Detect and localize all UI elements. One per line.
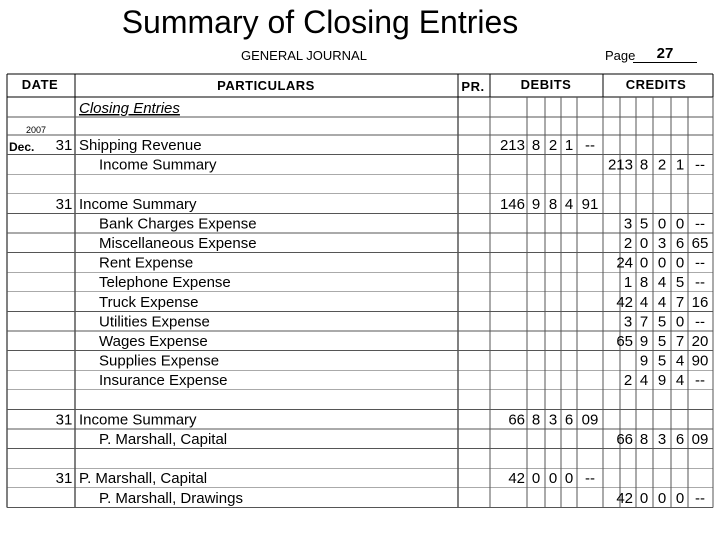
credit-amount-digit: 16: [691, 293, 709, 311]
credit-amount-digit: --: [695, 156, 705, 174]
credit-amount-digit: --: [695, 254, 705, 272]
credit-amount-digit: 9: [657, 372, 667, 390]
credit-amount-digit: 90: [691, 352, 709, 370]
account-name: P. Marshall, Drawings: [99, 489, 243, 507]
journal-name: GENERAL JOURNAL: [241, 48, 367, 63]
credit-amount-digit: 213: [607, 156, 633, 174]
credit-amount-digit: 6: [675, 431, 685, 448]
date-column-header: DATE: [21, 77, 59, 92]
credit-amount-digit: 0: [675, 215, 685, 233]
year-label: 2007: [26, 125, 47, 135]
credit-amount-digit: 4: [675, 352, 685, 370]
credit-amount-digit: 0: [657, 254, 667, 272]
credit-amount-digit: 0: [675, 254, 685, 272]
credit-amount-digit: 0: [675, 313, 685, 331]
debit-amount-digit: 213: [499, 137, 525, 154]
credit-amount-digit: 4: [675, 372, 685, 390]
credit-amount-digit: 42: [616, 293, 633, 311]
account-name: Insurance Expense: [99, 372, 228, 390]
credit-amount-digit: 2: [623, 235, 633, 252]
account-name: Shipping Revenue: [79, 137, 202, 154]
entry-day: 31: [55, 411, 73, 429]
entry-day: 31: [55, 137, 73, 154]
credit-amount-digit: 65: [691, 235, 709, 252]
credit-amount-digit: 4: [639, 372, 649, 390]
journal-rows: [56, 137, 709, 507]
credit-amount-digit: 8: [639, 274, 649, 292]
credit-amount-digit: 3: [657, 235, 667, 252]
credit-amount-digit: 2: [623, 372, 633, 390]
debit-amount-digit: 0: [531, 470, 541, 488]
credit-amount-digit: --: [695, 274, 705, 292]
account-name: Telephone Expense: [99, 274, 231, 292]
credit-amount-digit: --: [695, 489, 705, 507]
debit-amount-digit: 9: [531, 195, 541, 213]
credit-amount-digit: --: [695, 372, 705, 390]
entry-day: 31: [55, 470, 73, 488]
debit-amount-digit: 3: [548, 411, 558, 429]
debit-amount-digit: 0: [564, 470, 574, 488]
credit-amount-digit: 0: [639, 235, 649, 252]
credit-amount-digit: 8: [639, 156, 649, 174]
debit-amount-digit: 66: [508, 411, 525, 429]
credit-amount-digit: 4: [639, 293, 649, 311]
credit-amount-digit: 0: [657, 489, 667, 507]
account-name: Bank Charges Expense: [99, 215, 257, 233]
account-name: Income Summary: [79, 411, 197, 429]
particulars-column-header: PARTICULARS: [217, 78, 315, 93]
credit-amount-digit: 24: [616, 254, 633, 272]
account-name: Truck Expense: [99, 293, 199, 311]
page-number: 27: [633, 46, 697, 63]
credit-amount-digit: 7: [639, 313, 649, 331]
credit-amount-digit: 6: [675, 235, 685, 252]
page-title: Summary of Closing Entries: [121, 4, 519, 40]
account-name: Income Summary: [79, 195, 197, 213]
debit-amount-digit: 2: [548, 137, 558, 154]
account-name: Supplies Expense: [99, 352, 220, 370]
credits-column-header: CREDITS: [625, 77, 687, 92]
account-name: Utilities Expense: [99, 313, 210, 331]
credit-amount-digit: 9: [639, 333, 649, 350]
credit-amount-digit: 5: [639, 215, 649, 233]
credit-amount-digit: 1: [675, 156, 685, 174]
credit-amount-digit: --: [695, 313, 705, 331]
credit-amount-digit: 8: [639, 431, 649, 448]
credit-amount-digit: 7: [675, 333, 685, 350]
account-name: Miscellaneous Expense: [99, 235, 257, 252]
credit-amount-digit: 7: [675, 293, 685, 311]
debit-amount-digit: 1: [564, 137, 574, 154]
credit-amount-digit: 3: [623, 215, 633, 233]
credit-amount-digit: 65: [616, 333, 633, 350]
debits-column-header: DEBITS: [520, 77, 572, 92]
debit-amount-digit: 42: [508, 470, 525, 488]
month-label: Dec.: [9, 140, 35, 154]
credit-amount-digit: 5: [675, 274, 685, 292]
section-heading: Closing Entries: [79, 100, 180, 117]
credit-amount-digit: 5: [657, 333, 667, 350]
debit-amount-digit: 09: [581, 411, 599, 429]
account-name: Income Summary: [99, 156, 217, 174]
debit-amount-digit: --: [585, 470, 595, 488]
credit-amount-digit: 1: [623, 274, 633, 292]
credit-amount-digit: 3: [657, 431, 667, 448]
entry-day: 31: [55, 195, 73, 213]
credit-amount-digit: 0: [657, 215, 667, 233]
credit-amount-digit: 0: [639, 254, 649, 272]
credit-amount-digit: 5: [657, 352, 667, 370]
credit-amount-digit: 66: [616, 431, 633, 448]
debit-amount-digit: 8: [531, 411, 541, 429]
credit-amount-digit: 4: [657, 293, 667, 311]
credit-amount-digit: 3: [623, 313, 633, 331]
credit-amount-digit: --: [695, 215, 705, 233]
debit-amount-digit: 4: [564, 195, 574, 213]
column-headers: [22, 77, 687, 94]
debit-amount-digit: 0: [548, 470, 558, 488]
credit-amount-digit: 0: [675, 489, 685, 507]
debit-amount-digit: 8: [531, 137, 541, 154]
credit-amount-digit: 4: [657, 274, 667, 292]
debit-amount-digit: 8: [548, 195, 558, 213]
credit-amount-digit: 42: [616, 489, 633, 507]
pr-column-header: PR.: [461, 79, 485, 94]
debit-amount-digit: 91: [581, 195, 599, 213]
credit-amount-digit: 09: [691, 431, 709, 448]
account-name: Wages Expense: [99, 333, 208, 350]
credit-amount-digit: 9: [639, 352, 649, 370]
debit-amount-digit: 6: [564, 411, 574, 429]
page-label: Page: [605, 48, 636, 63]
credit-amount-digit: 0: [639, 489, 649, 507]
account-name: Rent Expense: [99, 254, 194, 272]
account-name: P. Marshall, Capital: [79, 470, 208, 488]
credit-amount-digit: 5: [657, 313, 667, 331]
debit-amount-digit: --: [585, 137, 595, 154]
debit-amount-digit: 146: [499, 195, 525, 213]
account-name: P. Marshall, Capital: [99, 431, 228, 448]
credit-amount-digit: 20: [691, 333, 709, 350]
credit-amount-digit: 2: [657, 156, 667, 174]
